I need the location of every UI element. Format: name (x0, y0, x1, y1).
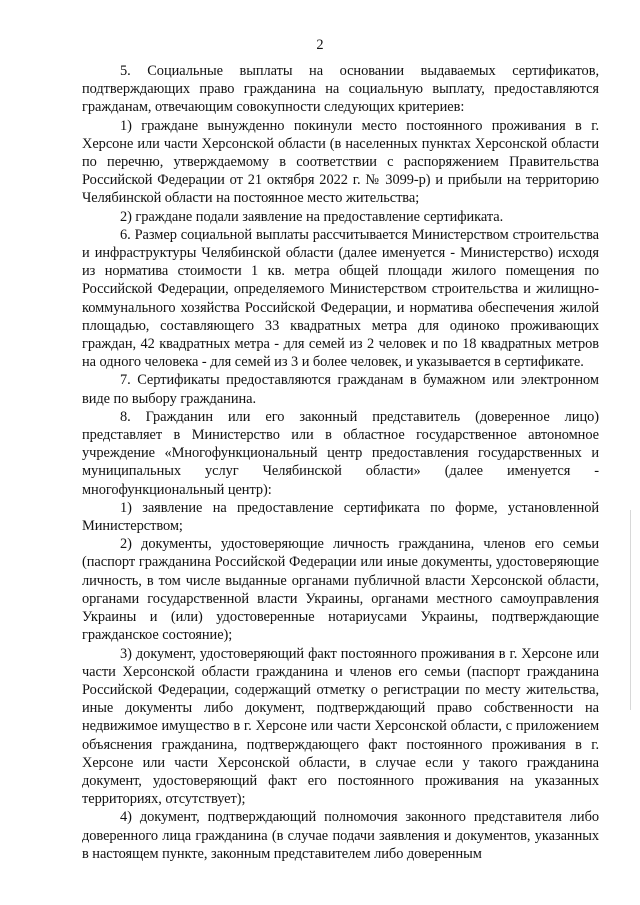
page-number: 2 (316, 37, 324, 53)
document-item-3: 3) документ, удостоверяющий факт постоянного проживания в г. Херсоне или части Херсонской области гражданина и членов его семьи (паспорт гражданина Российской Федерации, содержащий отметку о регистрации по месту жительства, иные документы либо документ, подтверждающий право собственности на недвижимое имущество в г. Херсоне или части Херсонской области, с приложением объяснения гражданина, подтверждающего факт постоянного проживания в г. Херсоне или части Херсонской области, в случае если у такого гражданина документ, удостоверяющий факт его постоянного проживания на указанных территориях, отсутствует); (82, 645, 599, 808)
document-body (82, 62, 599, 863)
paragraph-8-submission: 8. Гражданин или его законный представитель (доверенное лицо) представляет в Министерство или в областное государственное автономное учреждение «Многофункциональный центр предоставления государственных и муниципальных услуг Челябинской области» (далее именуется - многофункциональный центр): (82, 408, 599, 498)
criterion-1: 1) граждане вынужденно покинули место постоянного проживания в г. Херсоне или части Херсонской области (в населенных пунктах Херсонской области по перечню, утверждаемому в соответствии с распоряжением Правительства Российской Федерации от 21 октября 2022 г. № 3099-р) и прибыли на территорию Челябинской области на постоянное место жительства; (82, 117, 599, 207)
document-item-2: 2) документы, удостоверяющие личность гражданина, членов его семьи (паспорт гражданина Российской Федерации или иные документы, удостоверяющие личность, в том числе выданные органами публичной власти Херсонской области, органами государственной власти Украины, органами местного самоуправления Украины и (или) удостоверенные нотариусами Украины, подтверждающие гражданское состояние); (82, 536, 599, 644)
paragraph-5-criteria: 5. Социальные выплаты на основании выдаваемых сертификатов, подтверждающих право гражданина на социальную выплату, предоставляются гражданам, отвечающим совокупности следующих критериев: (82, 63, 599, 116)
paragraph-7-certificates: 7. Сертификаты предоставляются гражданам в бумажном или электронном виде по выбору гражданина. (82, 372, 599, 407)
criterion-2: 2) граждане подали заявление на предоставление сертификата. (120, 208, 504, 225)
scan-edge-mark (630, 510, 631, 710)
paragraph-6-payment-size: 6. Размер социальной выплаты рассчитывается Министерством строительства и инфраструктуры Челябинской области (далее именуется - Министерство) исходя из норматива стоимости 1 кв. метра общей площади жилого помещения по Российской Федерации, определяемого Министерством строительства и жилищно-коммунального хозяйства Российской Федерации, и норматива обеспечения жилой площадью, составляющего 33 квадратных метра для одиноко проживающих граждан, 42 квадратных метра - для семей из 2 человек и по 18 квадратных метров на одного человека - для семей из 3 и более человек, и указывается в сертификате. (82, 226, 599, 371)
document-item-4: 4) документ, подтверждающий полномочия законного представителя либо доверенного лица гражданина (в случае подачи заявления и документов, указанных в настоящем пункте, законным представителем либо доверенным (82, 809, 599, 862)
document-item-1: 1) заявление на предоставление сертификата по форме, установленной Министерством; (82, 499, 599, 535)
